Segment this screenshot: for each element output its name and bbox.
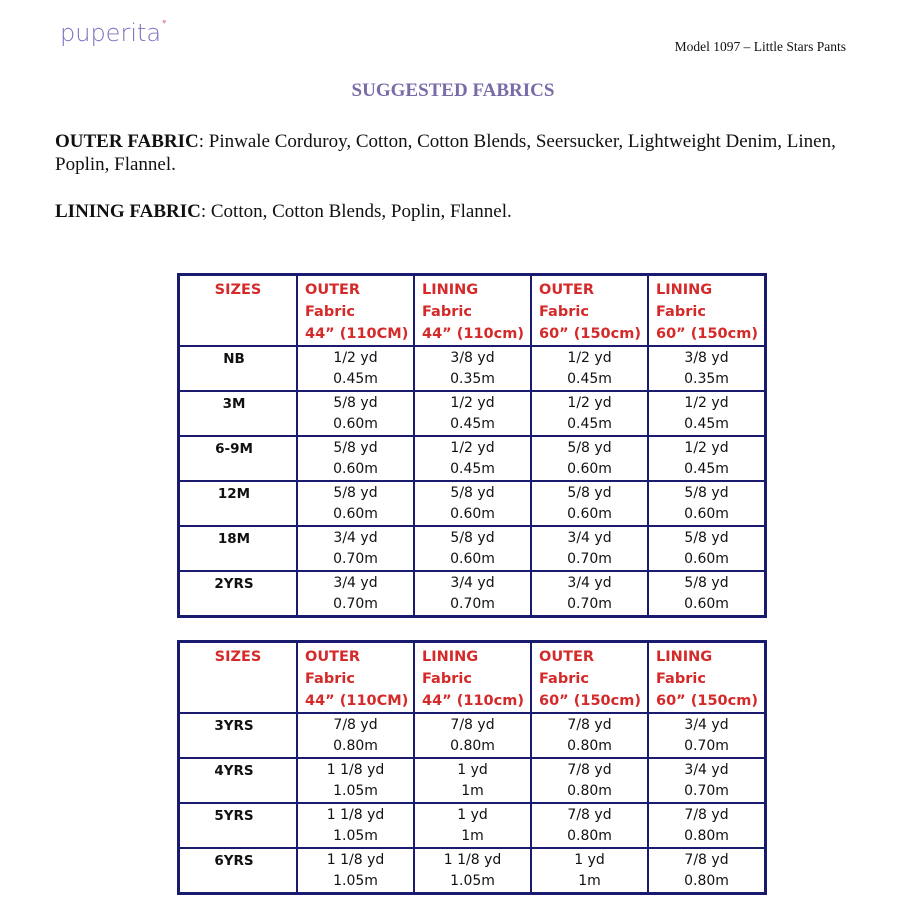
yardage-cell <box>648 346 766 391</box>
column-header <box>531 642 648 714</box>
yardage-cell <box>297 481 414 526</box>
page-header <box>0 0 900 70</box>
yards-value: 5/8 yd <box>450 485 495 501</box>
yards-value: 5/8 yd <box>567 485 612 501</box>
yards-value: 3/4 yd <box>684 762 729 778</box>
yards-value: 3/4 yd <box>684 717 729 733</box>
meters-value: 0.45m <box>450 461 495 477</box>
yards-value: 5/8 yd <box>684 485 729 501</box>
table-row <box>179 526 766 571</box>
meters-value: 0.45m <box>567 371 612 387</box>
column-header <box>297 642 414 714</box>
yards-value: 1 yd <box>457 807 488 823</box>
size-cell: 4YRS <box>179 758 298 803</box>
meters-value: 0.35m <box>450 371 495 387</box>
meters-value: 1.05m <box>333 783 378 799</box>
meters-value: 0.60m <box>567 506 612 522</box>
column-header-line2: Fabric <box>656 671 706 687</box>
yards-value: 1 1/8 yd <box>443 852 502 868</box>
meters-value: 0.80m <box>450 738 495 754</box>
column-header-line3: 60” (150cm) <box>539 326 641 342</box>
table-row <box>179 436 766 481</box>
size-cell: NB <box>179 346 298 391</box>
yards-value: 7/8 yd <box>333 717 378 733</box>
yardage-cell <box>531 346 648 391</box>
meters-value: 1m <box>461 828 484 844</box>
meters-value: 0.70m <box>684 738 729 754</box>
column-header-line2: Fabric <box>422 304 472 320</box>
yardage-cell <box>531 571 648 617</box>
yards-value: 5/8 yd <box>450 530 495 546</box>
yardage-cell <box>531 391 648 436</box>
meters-value: 0.70m <box>333 596 378 612</box>
column-header-line2 <box>180 668 296 690</box>
column-header-line3: 44” (110CM) <box>305 326 409 342</box>
yards-value: 1 yd <box>457 762 488 778</box>
yards-value: 3/4 yd <box>333 575 378 591</box>
meters-value: 0.60m <box>684 506 729 522</box>
yardage-cell <box>414 346 531 391</box>
column-header-line2: Fabric <box>539 304 589 320</box>
yards-value: 3/4 yd <box>450 575 495 591</box>
column-header-line2: Fabric <box>305 304 355 320</box>
meters-value: 0.70m <box>450 596 495 612</box>
yardage-cell <box>414 713 531 758</box>
column-header-line2 <box>180 301 296 323</box>
column-header <box>297 275 414 347</box>
column-header-line1: SIZES <box>214 649 262 665</box>
size-cell: 2YRS <box>179 571 298 617</box>
yards-value: 1 1/8 yd <box>326 807 385 823</box>
yards-value: 1/2 yd <box>333 350 378 366</box>
meters-value: 0.60m <box>567 461 612 477</box>
yards-value: 5/8 yd <box>333 440 378 456</box>
yardage-cell <box>297 571 414 617</box>
meters-value: 0.45m <box>684 461 729 477</box>
yardage-cell <box>297 848 414 894</box>
meters-value: 0.45m <box>567 416 612 432</box>
yardage-cell <box>297 803 414 848</box>
yardage-cell <box>531 758 648 803</box>
column-header-line1: OUTER <box>305 282 361 298</box>
yardage-cell <box>648 848 766 894</box>
yards-value: 3/8 yd <box>684 350 729 366</box>
column-header-sizes <box>179 275 298 347</box>
size-cell: 6-9M <box>179 436 298 481</box>
column-header-line1: LINING <box>422 649 479 665</box>
yards-value: 7/8 yd <box>450 717 495 733</box>
table-row <box>179 346 766 391</box>
column-header <box>531 275 648 347</box>
column-header-line1: OUTER <box>305 649 361 665</box>
yardage-cell <box>414 571 531 617</box>
yards-value: 7/8 yd <box>567 762 612 778</box>
meters-value: 0.45m <box>684 416 729 432</box>
outer-fabric-paragraph <box>55 130 855 176</box>
meters-value: 0.80m <box>684 828 729 844</box>
yards-value: 3/8 yd <box>450 350 495 366</box>
column-header-line2: Fabric <box>305 671 355 687</box>
yards-value: 5/8 yd <box>567 440 612 456</box>
yardage-cell <box>531 848 648 894</box>
meters-value: 0.35m <box>684 371 729 387</box>
header-row <box>179 642 766 714</box>
yardage-cell <box>531 436 648 481</box>
section-title: SUGGESTED FABRICS <box>351 80 555 101</box>
meters-value: 1m <box>578 873 601 889</box>
yardage-cell <box>414 848 531 894</box>
table-row <box>179 713 766 758</box>
meters-value: 0.60m <box>684 596 729 612</box>
column-header-line3: 60” (150cm) <box>656 326 758 342</box>
outer-fabric-label: OUTER FABRIC <box>55 131 199 152</box>
column-header-line1: OUTER <box>539 282 595 298</box>
column-header-line1: OUTER <box>539 649 595 665</box>
yards-value: 1/2 yd <box>567 395 612 411</box>
yardage-cell <box>414 758 531 803</box>
column-header <box>414 642 531 714</box>
meters-value: 1.05m <box>333 873 378 889</box>
lining-fabric-label: LINING FABRIC <box>55 201 201 222</box>
yards-value: 7/8 yd <box>567 807 612 823</box>
brand-logo-text: puperita <box>60 19 162 47</box>
yardage-cell <box>297 713 414 758</box>
yardage-cell <box>414 803 531 848</box>
model-title: Model 1097 – Little Stars Pants <box>674 39 846 54</box>
yardage-cell <box>648 436 766 481</box>
yards-value: 3/4 yd <box>567 530 612 546</box>
yardage-cell <box>648 481 766 526</box>
yards-value: 1 1/8 yd <box>326 762 385 778</box>
yardage-cell <box>531 713 648 758</box>
meters-value: 0.70m <box>567 596 612 612</box>
meters-value: 0.60m <box>450 551 495 567</box>
yards-value: 3/4 yd <box>333 530 378 546</box>
yards-value: 1/2 yd <box>450 440 495 456</box>
size-cell: 6YRS <box>179 848 298 894</box>
yards-value: 5/8 yd <box>684 530 729 546</box>
yards-value: 7/8 yd <box>684 807 729 823</box>
size-cell: 18M <box>179 526 298 571</box>
yards-value: 7/8 yd <box>684 852 729 868</box>
yards-value: 1 yd <box>574 852 605 868</box>
column-header-line3: 44” (110cm) <box>422 326 524 342</box>
table-row <box>179 848 766 894</box>
meters-value: 0.80m <box>684 873 729 889</box>
yardage-cell <box>648 526 766 571</box>
yardage-cell <box>648 391 766 436</box>
yardage-cell <box>648 758 766 803</box>
yardage-cell <box>297 346 414 391</box>
header-row <box>179 275 766 347</box>
brand-logo <box>60 18 166 48</box>
size-cell: 3M <box>179 391 298 436</box>
size-cell: 5YRS <box>179 803 298 848</box>
table-row <box>179 571 766 617</box>
meters-value: 1.05m <box>450 873 495 889</box>
lining-fabric-paragraph <box>55 200 855 223</box>
table-row <box>179 803 766 848</box>
yards-value: 1/2 yd <box>567 350 612 366</box>
table-row <box>179 758 766 803</box>
yardage-cell <box>414 481 531 526</box>
column-header-line3: 60” (150cm) <box>539 693 641 709</box>
column-header-line3 <box>180 323 296 345</box>
yardage-cell <box>297 436 414 481</box>
column-header-line1: LINING <box>422 282 479 298</box>
yardage-cell <box>648 713 766 758</box>
yards-value: 1/2 yd <box>450 395 495 411</box>
size-cell: 12M <box>179 481 298 526</box>
outer-fabric-text: : Pinwale Corduroy, Cotton, Cotton Blends, Seersucker, Lightweight Denim, Linen, Poplin, Flannel. <box>55 131 836 175</box>
yardage-cell <box>648 571 766 617</box>
meters-value: 0.60m <box>450 506 495 522</box>
meters-value: 0.70m <box>684 783 729 799</box>
yards-value: 1/2 yd <box>684 440 729 456</box>
yardage-cell <box>414 526 531 571</box>
meters-value: 0.60m <box>333 461 378 477</box>
column-header-line3 <box>180 690 296 712</box>
yards-value: 5/8 yd <box>333 395 378 411</box>
size-cell: 3YRS <box>179 713 298 758</box>
yardage-cell <box>648 803 766 848</box>
fabric-table-kids <box>177 640 767 895</box>
meters-value: 0.80m <box>567 828 612 844</box>
column-header-line3: 60” (150cm) <box>656 693 758 709</box>
yards-value: 3/4 yd <box>567 575 612 591</box>
yardage-cell <box>531 481 648 526</box>
yardage-cell <box>531 803 648 848</box>
column-header <box>414 275 531 347</box>
column-header-line2: Fabric <box>422 671 472 687</box>
column-header-line2: Fabric <box>539 671 589 687</box>
table-row <box>179 481 766 526</box>
meters-value: 1m <box>461 783 484 799</box>
yards-value: 5/8 yd <box>684 575 729 591</box>
column-header-line3: 44” (110CM) <box>305 693 409 709</box>
meters-value: 0.70m <box>333 551 378 567</box>
column-header-line1: LINING <box>656 282 713 298</box>
meters-value: 0.80m <box>567 738 612 754</box>
fabric-table-baby <box>177 273 767 618</box>
yardage-cell <box>297 391 414 436</box>
lining-fabric-text: : Cotton, Cotton Blends, Poplin, Flannel. <box>200 201 512 222</box>
column-header-line1: LINING <box>656 649 713 665</box>
meters-value: 0.80m <box>333 738 378 754</box>
column-header-sizes <box>179 642 298 714</box>
yards-value: 5/8 yd <box>333 485 378 501</box>
yardage-cell <box>297 526 414 571</box>
column-header-line2: Fabric <box>656 304 706 320</box>
yardage-cell <box>531 526 648 571</box>
fabric-tables <box>177 273 900 895</box>
meters-value: 0.45m <box>333 371 378 387</box>
column-header-line3: 44” (110cm) <box>422 693 524 709</box>
yards-value: 1 1/8 yd <box>326 852 385 868</box>
meters-value: 0.60m <box>684 551 729 567</box>
heart-icon: ♥ <box>162 18 167 26</box>
yards-value: 7/8 yd <box>567 717 612 733</box>
yards-value: 1/2 yd <box>684 395 729 411</box>
column-header <box>648 642 766 714</box>
column-header-line1: SIZES <box>214 282 262 298</box>
yardage-cell <box>414 436 531 481</box>
yardage-cell <box>297 758 414 803</box>
meters-value: 0.80m <box>567 783 612 799</box>
table-row <box>179 391 766 436</box>
meters-value: 0.45m <box>450 416 495 432</box>
yardage-cell <box>414 391 531 436</box>
meters-value: 1.05m <box>333 828 378 844</box>
meters-value: 0.70m <box>567 551 612 567</box>
meters-value: 0.60m <box>333 416 378 432</box>
column-header <box>648 275 766 347</box>
meters-value: 0.60m <box>333 506 378 522</box>
